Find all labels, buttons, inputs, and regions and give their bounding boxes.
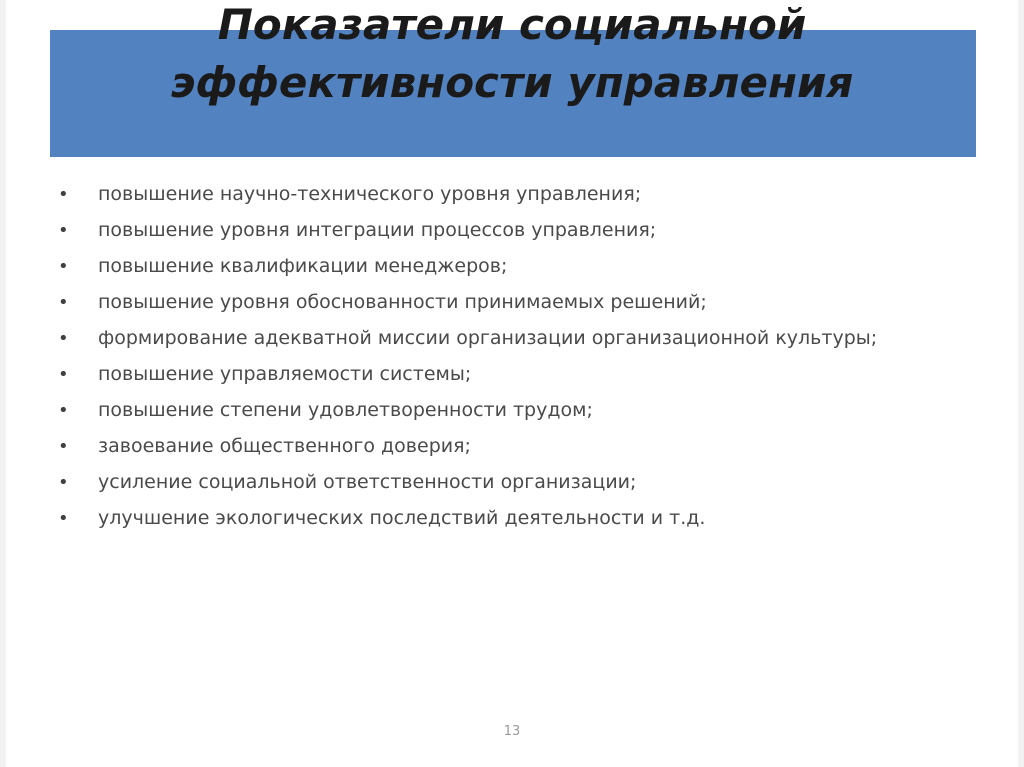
list-item-text: повышение уровня интеграции процессов управления; (98, 219, 657, 241)
bullet-icon: • (58, 400, 69, 421)
list-item (58, 180, 958, 209)
list-item (58, 288, 958, 317)
list-item-text: улучшение экологических последствий деятельности и т.д. (98, 507, 706, 529)
bullet-icon: • (58, 364, 69, 385)
slide-title-line-2: эффективности управления (170, 58, 854, 107)
bullet-list (58, 180, 958, 540)
bullet-icon: • (58, 220, 69, 241)
bullet-icon: • (58, 436, 69, 457)
bullet-icon: • (58, 328, 69, 349)
list-item (58, 216, 958, 245)
list-item (58, 252, 958, 281)
bullet-icon: • (58, 292, 69, 313)
list-item-text: усиление социальной ответственности организации; (98, 471, 637, 493)
list-item (58, 324, 958, 353)
list-item (58, 468, 958, 497)
list-item-text: повышение квалификации менеджеров; (98, 255, 508, 277)
list-item-text: повышение научно-технического уровня управления; (98, 183, 642, 205)
slide-title (6, 0, 1018, 112)
list-item (58, 504, 958, 533)
bullet-icon: • (58, 472, 69, 493)
list-item-text: повышение уровня обоснованности принимаемых решений; (98, 291, 707, 313)
list-item-text: формирование адекватной миссии организации организационной культуры; (98, 327, 878, 349)
page-number: 13 (503, 724, 521, 739)
list-item (58, 396, 958, 425)
list-item (58, 360, 958, 389)
slide-title-line-1: Показатели социальной (217, 0, 807, 49)
list-item (58, 432, 958, 461)
slide (6, 0, 1018, 767)
bullet-icon: • (58, 256, 69, 277)
list-item-text: завоевание общественного доверия; (98, 435, 471, 457)
list-item-text: повышение степени удовлетворенности трудом; (98, 399, 593, 421)
list-item-text: повышение управляемости системы; (98, 363, 472, 385)
bullet-icon: • (58, 508, 69, 529)
bullet-icon: • (58, 184, 69, 205)
